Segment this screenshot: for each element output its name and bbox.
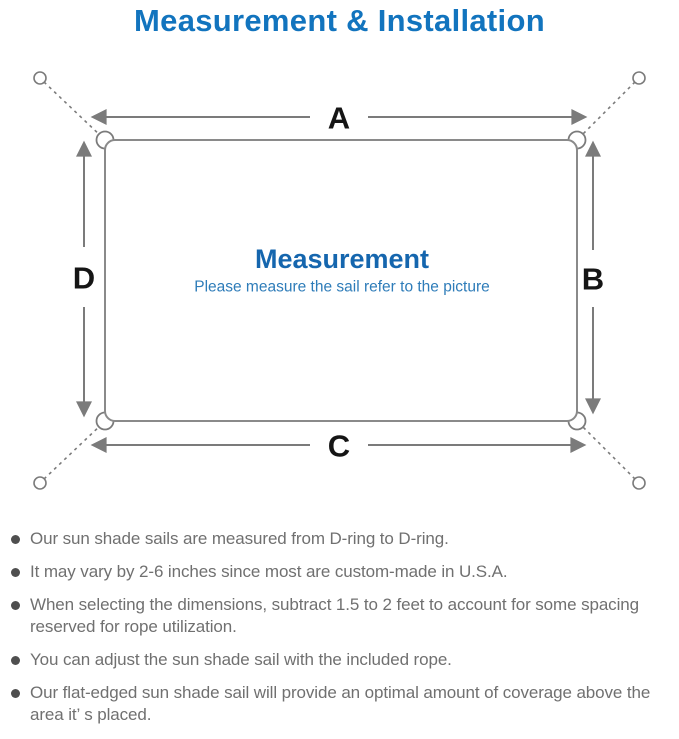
bullet-icon: [11, 535, 20, 544]
diagram-center-subtitle: Please measure the sail refer to the picture: [194, 278, 490, 296]
rope-line-top-right-icon: [579, 82, 635, 138]
measurement-diagram: [0, 55, 679, 520]
rope-line-top-left-icon: [44, 82, 103, 138]
page-title: Measurement & Installation: [134, 3, 545, 38]
list-item: [11, 649, 665, 671]
rope-line-bottom-left-icon: [44, 423, 103, 479]
anchor-point-bottom-left-icon: [34, 477, 46, 489]
note-text: Our flat-edged sun shade sail will provide an optimal amount of coverage above the area it’ s placed.: [30, 683, 651, 724]
anchor-point-top-right-icon: [633, 72, 645, 84]
bullet-icon: [11, 656, 20, 665]
note-text: Our sun shade sails are measured from D-ring to D-ring.: [30, 529, 449, 548]
dimension-label-d: D: [72, 260, 96, 296]
bullet-icon: [11, 568, 20, 577]
list-item: [11, 528, 665, 550]
note-text: When selecting the dimensions, subtract 1.5 to 2 feet to account for some spacing reserved for rope utilization.: [30, 595, 639, 636]
rope-line-bottom-right-icon: [579, 423, 635, 479]
dimension-label-c: C: [327, 428, 351, 464]
anchor-point-top-left-icon: [34, 72, 46, 84]
notes-list: [11, 528, 665, 737]
bullet-icon: [11, 601, 20, 610]
list-item: [11, 561, 665, 583]
bullet-icon: [11, 689, 20, 698]
list-item: [11, 594, 665, 638]
note-text: It may vary by 2-6 inches since most are custom-made in U.S.A.: [30, 562, 508, 581]
dimension-label-a: A: [327, 100, 351, 136]
list-item: [11, 682, 665, 726]
diagram-center-title: Measurement: [254, 244, 430, 274]
anchor-point-bottom-right-icon: [633, 477, 645, 489]
dimension-label-b: B: [581, 261, 605, 297]
note-text: You can adjust the sun shade sail with the included rope.: [30, 650, 452, 669]
